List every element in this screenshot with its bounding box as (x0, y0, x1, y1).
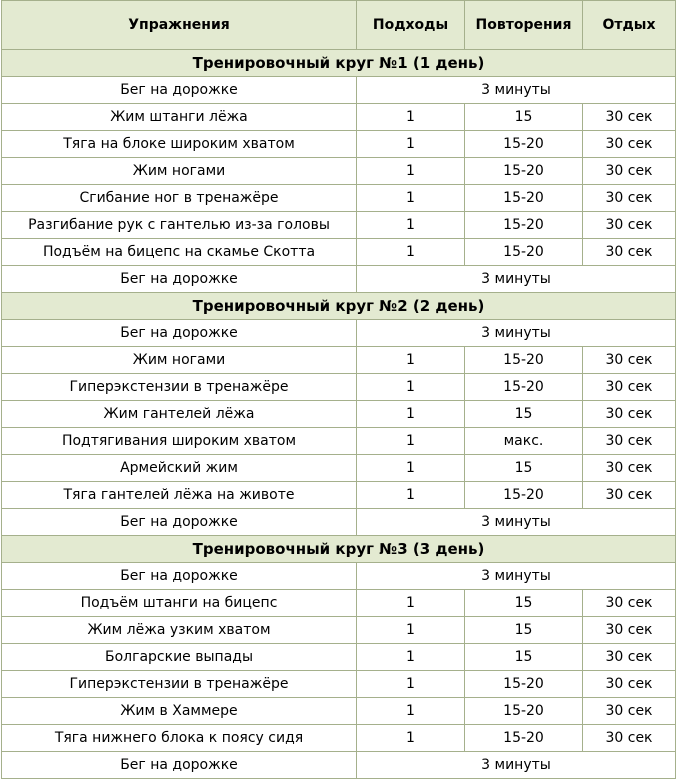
exercise-name: Подъём на бицепс на скамье Скотта (2, 239, 357, 266)
exercise-name: Бег на дорожке (2, 320, 357, 347)
sets-cell: 1 (357, 347, 465, 374)
sets-cell: 1 (357, 212, 465, 239)
reps-cell: 15-20 (465, 239, 583, 266)
exercise-row (2, 725, 676, 752)
exercise-name: Гиперэкстензии в тренажёре (2, 671, 357, 698)
exercise-name: Жим в Хаммере (2, 698, 357, 725)
sets-cell: 1 (357, 104, 465, 131)
rest-cell: 30 сек (583, 590, 676, 617)
sets-cell: 1 (357, 590, 465, 617)
exercise-row (2, 347, 676, 374)
sets-cell: 1 (357, 644, 465, 671)
reps-cell: 15 (465, 455, 583, 482)
exercise-row (2, 374, 676, 401)
exercise-row (2, 401, 676, 428)
exercise-row (2, 185, 676, 212)
circle-title-row (2, 293, 676, 320)
reps-cell: 15-20 (465, 347, 583, 374)
exercise-name: Разгибание рук с гантелью из-за головы (2, 212, 357, 239)
reps-cell: 15-20 (465, 212, 583, 239)
exercise-name: Жим лёжа узким хватом (2, 617, 357, 644)
sets-cell: 1 (357, 725, 465, 752)
cardio-duration: 3 минуты (357, 266, 676, 293)
exercise-name: Армейский жим (2, 455, 357, 482)
cardio-duration: 3 минуты (357, 509, 676, 536)
circle-title: Тренировочный круг №3 (3 день) (2, 536, 676, 563)
rest-cell: 30 сек (583, 374, 676, 401)
header-exercises: Упражнения (2, 1, 357, 50)
exercise-name: Бег на дорожке (2, 752, 357, 779)
exercise-name: Сгибание ног в тренажёре (2, 185, 357, 212)
exercise-name: Подтягивания широким хватом (2, 428, 357, 455)
rest-cell: 30 сек (583, 428, 676, 455)
reps-cell: 15-20 (465, 671, 583, 698)
sets-cell: 1 (357, 617, 465, 644)
exercise-name: Бег на дорожке (2, 509, 357, 536)
cardio-row (2, 563, 676, 590)
exercise-row (2, 131, 676, 158)
cardio-row (2, 752, 676, 779)
cardio-duration: 3 минуты (357, 320, 676, 347)
exercise-name: Жим штанги лёжа (2, 104, 357, 131)
rest-cell: 30 сек (583, 131, 676, 158)
exercise-name: Тяга нижнего блока к поясу сидя (2, 725, 357, 752)
sets-cell: 1 (357, 401, 465, 428)
rest-cell: 30 сек (583, 617, 676, 644)
rest-cell: 30 сек (583, 725, 676, 752)
sets-cell: 1 (357, 239, 465, 266)
exercise-name: Болгарские выпады (2, 644, 357, 671)
reps-cell: макс. (465, 428, 583, 455)
exercise-row (2, 671, 676, 698)
header-row (2, 1, 676, 50)
cardio-row (2, 77, 676, 104)
sets-cell: 1 (357, 158, 465, 185)
cardio-duration: 3 минуты (357, 563, 676, 590)
rest-cell: 30 сек (583, 698, 676, 725)
exercise-row (2, 482, 676, 509)
cardio-duration: 3 минуты (357, 752, 676, 779)
exercise-name: Тяга на блоке широким хватом (2, 131, 357, 158)
sets-cell: 1 (357, 455, 465, 482)
exercise-row (2, 455, 676, 482)
exercise-row (2, 698, 676, 725)
reps-cell: 15 (465, 590, 583, 617)
exercise-name: Тяга гантелей лёжа на животе (2, 482, 357, 509)
reps-cell: 15-20 (465, 131, 583, 158)
rest-cell: 30 сек (583, 212, 676, 239)
sets-cell: 1 (357, 671, 465, 698)
cardio-duration: 3 минуты (357, 77, 676, 104)
header-reps: Повторения (465, 1, 583, 50)
circle-title: Тренировочный круг №1 (1 день) (2, 50, 676, 77)
sets-cell: 1 (357, 185, 465, 212)
reps-cell: 15 (465, 104, 583, 131)
cardio-row (2, 266, 676, 293)
header-sets: Подходы (357, 1, 465, 50)
table-body (2, 50, 676, 779)
exercise-name: Бег на дорожке (2, 266, 357, 293)
exercise-row (2, 617, 676, 644)
rest-cell: 30 сек (583, 239, 676, 266)
sets-cell: 1 (357, 131, 465, 158)
reps-cell: 15 (465, 644, 583, 671)
exercise-row (2, 428, 676, 455)
rest-cell: 30 сек (583, 347, 676, 374)
exercise-row (2, 239, 676, 266)
rest-cell: 30 сек (583, 104, 676, 131)
rest-cell: 30 сек (583, 482, 676, 509)
sets-cell: 1 (357, 428, 465, 455)
exercise-row (2, 158, 676, 185)
reps-cell: 15-20 (465, 698, 583, 725)
reps-cell: 15-20 (465, 374, 583, 401)
circle-title-row (2, 536, 676, 563)
sets-cell: 1 (357, 698, 465, 725)
rest-cell: 30 сек (583, 455, 676, 482)
exercise-name: Жим ногами (2, 158, 357, 185)
exercise-name: Жим ногами (2, 347, 357, 374)
cardio-row (2, 320, 676, 347)
exercise-row (2, 644, 676, 671)
exercise-row (2, 104, 676, 131)
workout-table (1, 0, 676, 779)
circle-title: Тренировочный круг №2 (2 день) (2, 293, 676, 320)
exercise-name: Подъём штанги на бицепс (2, 590, 357, 617)
reps-cell: 15 (465, 401, 583, 428)
exercise-name: Жим гантелей лёжа (2, 401, 357, 428)
header-rest: Отдых (583, 1, 676, 50)
rest-cell: 30 сек (583, 185, 676, 212)
rest-cell: 30 сек (583, 671, 676, 698)
rest-cell: 30 сек (583, 401, 676, 428)
reps-cell: 15-20 (465, 158, 583, 185)
reps-cell: 15-20 (465, 725, 583, 752)
exercise-name: Гиперэкстензии в тренажёре (2, 374, 357, 401)
exercise-row (2, 212, 676, 239)
reps-cell: 15-20 (465, 482, 583, 509)
rest-cell: 30 сек (583, 644, 676, 671)
exercise-name: Бег на дорожке (2, 563, 357, 590)
rest-cell: 30 сек (583, 158, 676, 185)
sets-cell: 1 (357, 374, 465, 401)
table-header (2, 1, 676, 50)
reps-cell: 15-20 (465, 185, 583, 212)
reps-cell: 15 (465, 617, 583, 644)
circle-title-row (2, 50, 676, 77)
cardio-row (2, 509, 676, 536)
exercise-name: Бег на дорожке (2, 77, 357, 104)
exercise-row (2, 590, 676, 617)
sets-cell: 1 (357, 482, 465, 509)
